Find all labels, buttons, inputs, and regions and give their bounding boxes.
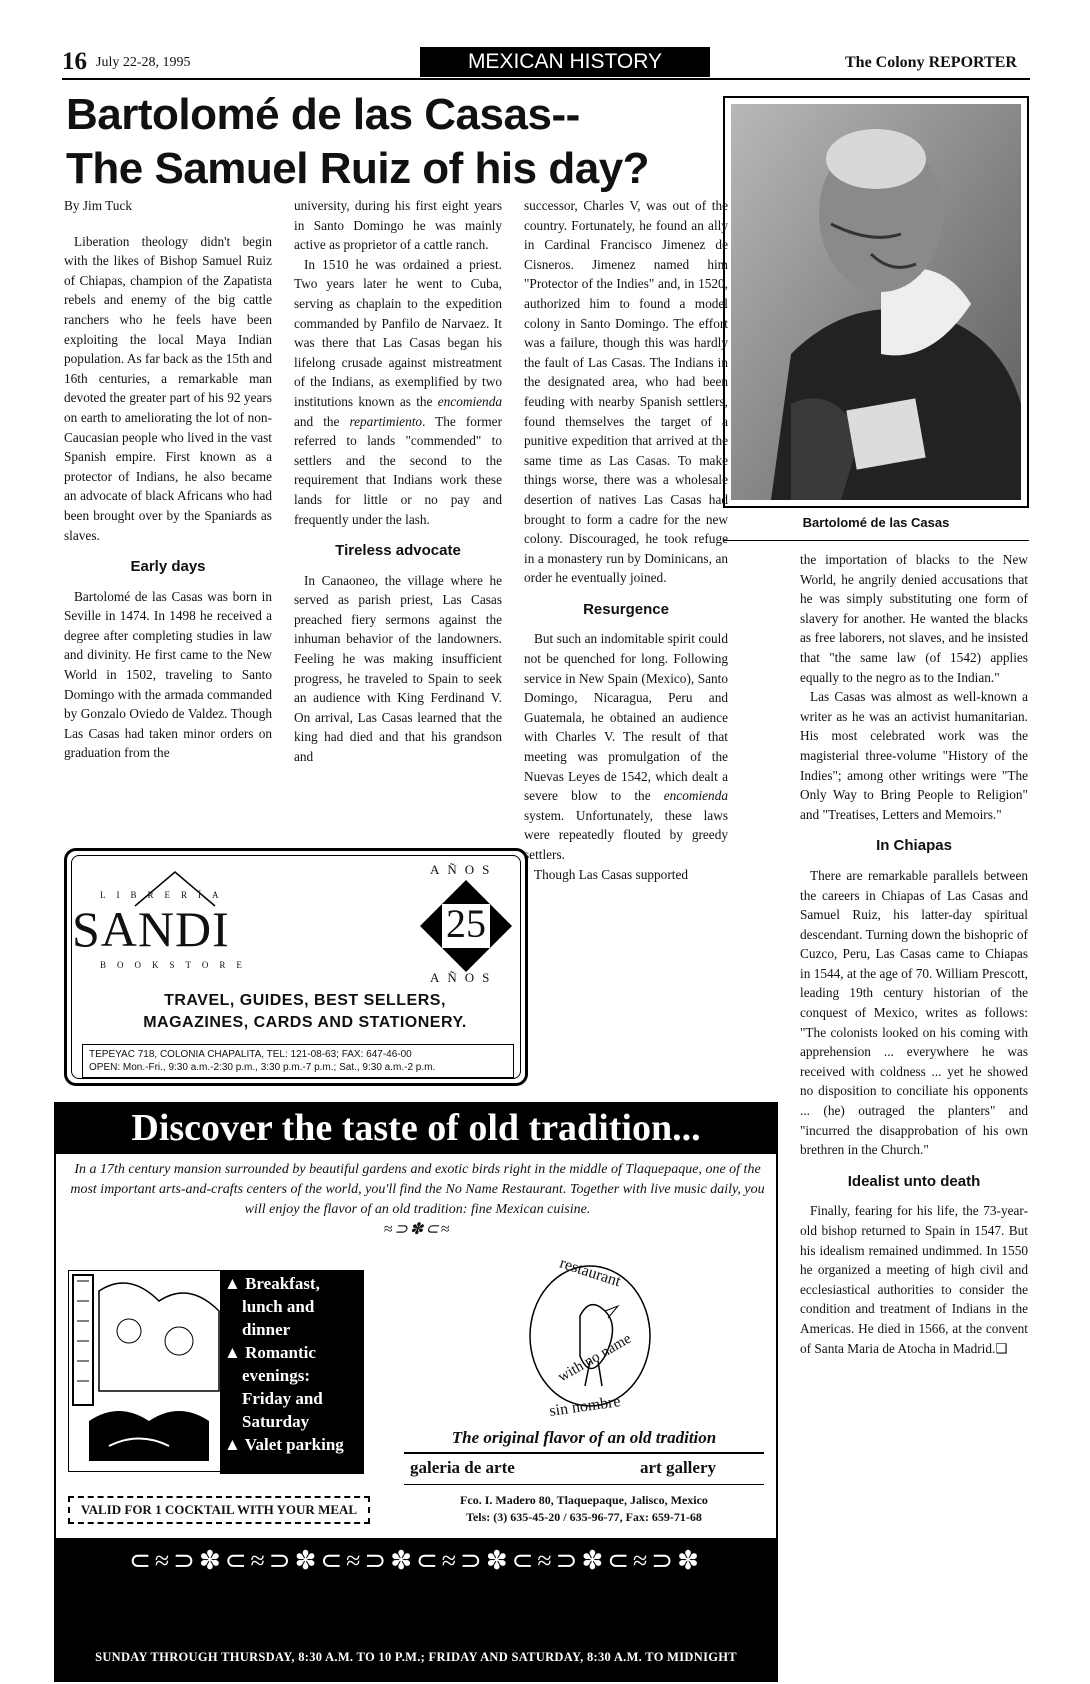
col3-paragraph-3: Though Las Casas supported [534, 866, 688, 882]
sandi-anos-bottom: AÑOS [430, 970, 498, 985]
article-column-1 [64, 196, 272, 763]
feature-valet: ▲ Valet parking [224, 1435, 344, 1454]
col2-p2-joiner: and the [294, 413, 350, 429]
newspaper-name: The Colony REPORTER [845, 54, 1017, 71]
col2-paragraph-1: university, during his first eight years in Santo Domingo he was mainly active as proprietor of a cattle ranch. [294, 198, 502, 253]
subhead-idealist: Idealist unto death [847, 1172, 981, 1190]
subhead-resurgence: Resurgence [583, 600, 669, 618]
galeria-label: galeria de arte [410, 1458, 515, 1477]
col1-paragraph-2: Bartolomé de las Casas was born in Seville in 1474. In 1498 he received a degree after completing studies in law and divinity. He first came to the New World in 1502, traveling to Santo Domingo with the armada commanded by Gonzalo Oviedo de Valdez. Though Las Casas had taken minor orders on graduation from the [64, 588, 272, 761]
restaurant-address [404, 1492, 764, 1526]
sandi-address-box [82, 1044, 514, 1078]
col3-paragraph-2 [524, 629, 728, 864]
col2-p2-text-b: . The former referred to lands "commended" to settlers and the second to the requirement that Indians work these lands for little or no pay and frequently under the lash. [294, 413, 502, 527]
subhead-early-days: Early days [130, 558, 206, 576]
restaurant-street: Fco. I. Madero 80, Tlaquepaque, Jalisco, Mexico [460, 1493, 708, 1507]
col4-p4-text: Finally, fearing for his life, the 73-year-old bishop returned to Spain in 1547. But his idealism remained undimmed. In 1550 he organized a meeting of high civil and ecclesiastical authorities to consider the condition and treatment of Indians in the Americas. He died in 1566, at the convent of Santa Maria de Atocha in Madrid. [800, 1203, 1028, 1356]
byline: By Jim Tuck [64, 198, 132, 213]
portrait-illustration [731, 104, 1021, 500]
col4-paragraph-1: the importation of blacks to the New World, he angrily denied accusations that he was simply substituting one form of slavery for another. He wanted the blacks as free laborers, not slaves, and he insisted that "the same law (of 1542) applies equally to the negro as to the Indian." [800, 552, 1028, 685]
gallery-label: art gallery [640, 1458, 716, 1477]
restaurant-features-list [220, 1270, 364, 1474]
restaurant-flavor-slogan: The original flavor of an old tradition [451, 1428, 717, 1447]
article-column-2 [294, 196, 502, 767]
col3-encomienda-term: encomienda [663, 788, 728, 804]
sandi-address-line-1: TEPEYAC 718, COLONIA CHAPALITA, TEL: 121-08-63; FAX: 647-46-00 [89, 1049, 412, 1060]
ornament-icon: ≈⊃✽⊂≈ [383, 1221, 452, 1238]
logo-with-no-name-text: with no name [555, 1330, 635, 1386]
sandi-anos-top: AÑOS [430, 862, 498, 877]
col3-p2-text-a: But such an indomitable spirit could not be quenched for long. Following service in New Spain (Mexico), Santo Domingo, Nicaragua, Peru and Guatemala, he obtained an audience with Charles V. The result of that meeting was promulgation of the Nuevas Leyes de 1542, which dealt a severe blow to the [524, 631, 728, 804]
anniversary-number: 25 [446, 901, 486, 946]
sandi-logo-name: SANDI [72, 901, 230, 957]
caption-rule [723, 540, 1029, 541]
logo-restaurant-text: restaurant [557, 1254, 623, 1291]
photo-caption: Bartolomé de las Casas [802, 515, 950, 530]
gallery-rule [404, 1484, 764, 1485]
col2-repartimiento-term: repartimiento [349, 413, 423, 429]
cocktail-coupon[interactable]: VALID FOR 1 COCKTAIL WITH YOUR MEAL [68, 1496, 370, 1524]
col4-paragraph-4 [800, 1201, 1028, 1358]
section-label: MEXICAN HISTORY [420, 47, 710, 77]
sandi-tagline-2: MAGAZINES, CARDS AND STATIONERY. [143, 1014, 467, 1031]
subhead-in-chiapas: In Chiapas [876, 837, 952, 855]
col2-paragraph-2 [294, 255, 502, 529]
col1-paragraph-1: Liberation theology didn't begin with the likes of Bishop Samuel Ruiz of Chiapas, champion of the Zapatista rebels and enemy of the big cattle ranchers who he feels have been exploiting the local Maya Indian population. As far back as the 15th and 16th centuries, a remarkable man devoted the greater part of his 92 years on earth to ameliorating the lot of non-Caucasian people who lived in the vast Spanish empire. First known as a protector of Indians, he also became an advocate of black Africans who had been brought over by the Spaniards as slaves. [64, 233, 272, 543]
article-column-4 [800, 550, 1028, 1358]
col3-paragraph-1: successor, Charles V, was out of the country. Fortunately, he found an ally in Cardinal Francisco Jimenez de Cisneros. Jimenez named him "Protector of the Indies" and, in 1520, authorized him to found a model colony in Santo Domingo. The effort was a failure, though this was hardly the fault of Las Casas. The Indians in the designated area, who had been feuding with nearby Spanish settlers, found themselves the target of a punitive expedition that arrived at the same time as Las Casas. To make things worse, there was a wholesale desertion of natives Las Casas had brought to form a cadre for the new colony. Discouraged, he took refuge in a monastery run by Dominicans, an order he eventually joined. [524, 198, 728, 586]
headline-line-2: The Samuel Ruiz of his day? [66, 144, 650, 193]
restaurant-headline: Discover the taste of old tradition... [54, 1102, 778, 1154]
issue-date: July 22-28, 1995 [96, 55, 191, 70]
portrait-photo [723, 96, 1029, 508]
restaurant-intro [70, 1160, 765, 1240]
restaurant-hours: SUNDAY THROUGH THURSDAY, 8:30 A.M. TO 10 P.M.; FRIDAY AND SATURDAY, 8:30 A.M. TO MIDNIGHT [95, 1650, 737, 1664]
col4-paragraph-2: Las Casas was almost as well-known a writer as he was an activist humanitarian. His most celebrated work was the magisterial three-volume "History of the Indies"; among other writings were "The Only Way to Bring People to Religion" and "Treatises, Letters and Memoirs." [800, 689, 1028, 822]
sandi-address-line-2: OPEN: Mon.-Fri., 9:30 a.m.-2:30 p.m., 3:30 p.m.-7 p.m.; Sat., 9:30 a.m.-2 p.m. [89, 1062, 436, 1073]
garden-illustration-icon [69, 1271, 225, 1471]
end-mark-icon: ❑ [995, 1340, 1008, 1356]
sandi-libreria-label: LIBRERÍA [100, 890, 230, 900]
sandi-bookstore-label: BOOKSTORE [100, 960, 253, 970]
col2-encomienda-term: encomienda [437, 393, 502, 409]
article-headline [66, 88, 726, 196]
feature-romantic: ▲ Romantic evenings: Friday and Saturday [224, 1343, 323, 1431]
garden-illustration [68, 1270, 226, 1472]
col2-paragraph-3: In Canaoneo, the village where he served as parish priest, Las Casas preached fiery sermons against the inhuman behavior of the landowners. Feeling he was making insufficient progress, he traveled to Spain to seek an audience with King Ferdinand V. On arrival, Las Casas learned that the king had died and that his grandson and [294, 572, 502, 765]
sandi-tagline [90, 990, 520, 1034]
page-number: 16 [62, 48, 87, 75]
masthead-rule [62, 78, 1030, 80]
col3-p2-text-b: system. Unfortunately, these laws were repeatedly flouted by greedy settlers. [524, 807, 728, 862]
sandi-tagline-1: TRAVEL, GUIDES, BEST SELLERS, [164, 992, 446, 1009]
flavor-rule [404, 1452, 764, 1454]
footer-ornament-icon: ⊂≈⊃✽⊂≈⊃✽⊂≈⊃✽⊂≈⊃✽⊂≈⊃✽⊂≈⊃✽ [129, 1546, 703, 1575]
col4-paragraph-3: There are remarkable parallels between the careers in Chiapas of Las Casas and Samuel Ruiz, his latter-day spiritual descendant. Turning down the bishopric of Cuzco, Peru, Las Casas came to Chiapas in 1544, at the age of 70. William Prescott, leading 19th century historian of the conquest of Mexico, writes as follows: "The colonists looked on his coming with apprehension ... everywhere he was received with coldness ... yet he showed no disposition to conciliate his opponents ... (he) outraged the planters" and "incurred the disapprobation of his own brethren in the Church." [800, 867, 1028, 1158]
subhead-tireless-advocate: Tireless advocate [335, 542, 461, 560]
feature-breakfast: ▲ Breakfast, lunch and dinner [224, 1274, 320, 1339]
col2-p2-text-a: In 1510 he was ordained a priest. Two years later he went to Cuba, serving as chaplain to the expedition commanded by Panfilo de Narvaez. It was there that Las Casas began his lifelong crusade against mistreatment of the Indians, as exemplified by two institutions known as the [294, 256, 502, 409]
restaurant-phones: Tels: (3) 635-45-20 / 635-96-77, Fax: 659-71-68 [466, 1510, 702, 1524]
headline-line-1: Bartolomé de las Casas-- [66, 90, 580, 139]
logo-sin-nombre-text: sin nombre [548, 1393, 622, 1420]
restaurant-intro-text: In a 17th century mansion surrounded by beautiful gardens and exotic birds right in the middle of Tlaquepaque, one of the most important arts-and-crafts centers of the world, you'll find the No Name Restaurant. Together with live music daily, you will enjoy the flavor of an old tradition: fine Mexican cuisine. [70, 1162, 765, 1217]
article-column-3 [524, 196, 728, 884]
